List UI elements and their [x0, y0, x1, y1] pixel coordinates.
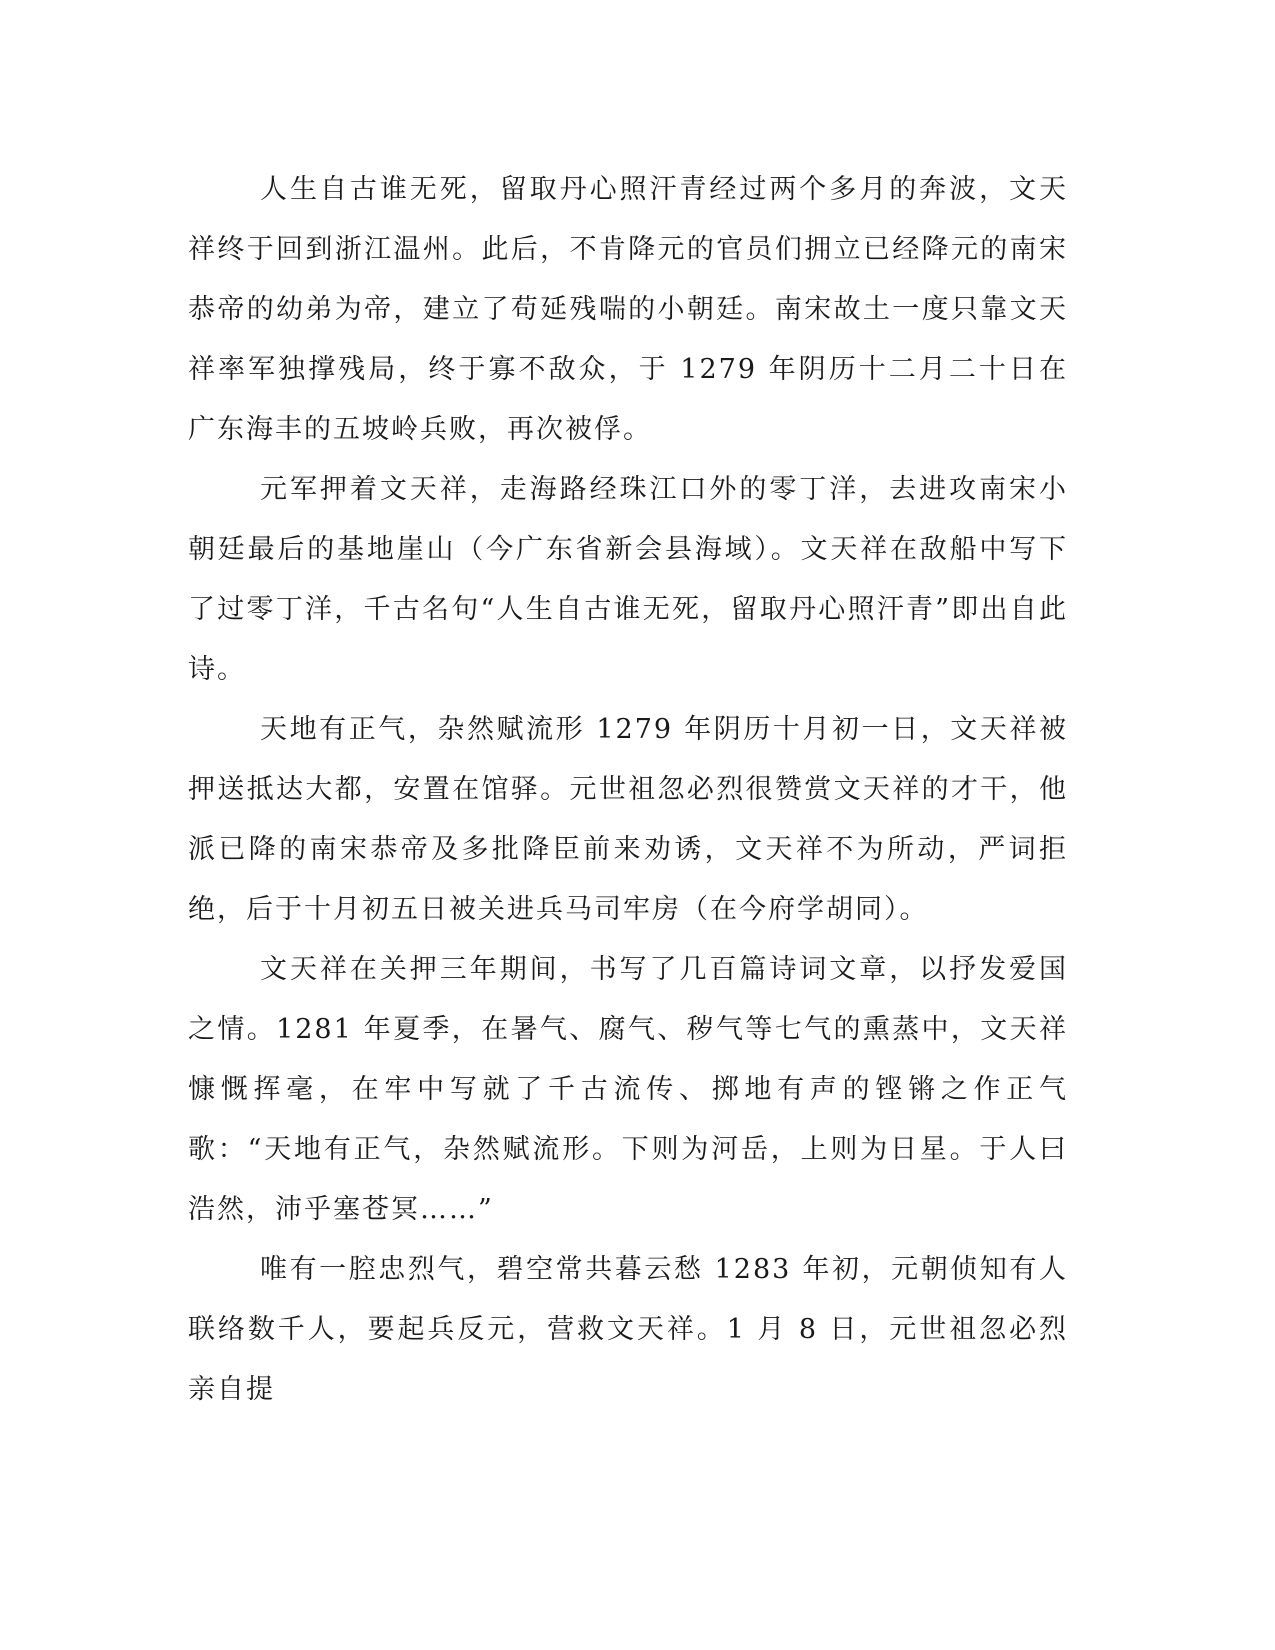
- paragraph: 唯有一腔忠烈气，碧空常共暮云愁 1283 年初，元朝侦知有人联络数千人，要起兵反元，营救文天祥。1 月 8 日，元世祖忽必烈亲自提: [188, 1254, 1068, 1405]
- paragraph: 人生自古谁无死，留取丹心照汗青经过两个多月的奔波，文天祥终于回到浙江温州。此后，不肯降元的官员们拥立已经降元的南宋恭帝的幼弟为帝，建立了苟延残喘的小朝廷。南宋故土一度只靠文天祥率军独撑残局，终于寡不敌众，于 1279 年阴历十二月二十日在广东海丰的五坡岭兵败，再次被俘。: [188, 174, 1068, 445]
- paragraph: 元军押着文天祥，走海路经珠江口外的零丁洋，去进攻南宋小朝廷最后的基地崖山（今广东省新会县海域）。文天祥在敌船中写下了过零丁洋，千古名句“人生自古谁无死，留取丹心照汗青”即出自此诗。: [188, 474, 1068, 685]
- paragraph: 天地有正气，杂然赋流形 1279 年阴历十月初一日，文天祥被押送抵达大都，安置在馆驿。元世祖忽必烈很赞赏文天祥的才干，他派已降的南宋恭帝及多批降臣前来劝诱，文天祥不为所动，严词拒绝，后于十月初五日被关进兵马司牢房（在今府学胡同）。: [188, 714, 1068, 925]
- document-body: [188, 160, 1068, 1420]
- paragraph: 文天祥在关押三年期间，书写了几百篇诗词文章，以抒发爱国之情。1281 年夏季，在暑气、腐气、秽气等七气的熏蒸中，文天祥慷慨挥毫，在牢中写就了千古流传、掷地有声的铿锵之作正气歌：“天地有正气，杂然赋流形。下则为河岳，上则为日星。于人曰浩然，沛乎塞苍冥……”: [188, 954, 1068, 1225]
